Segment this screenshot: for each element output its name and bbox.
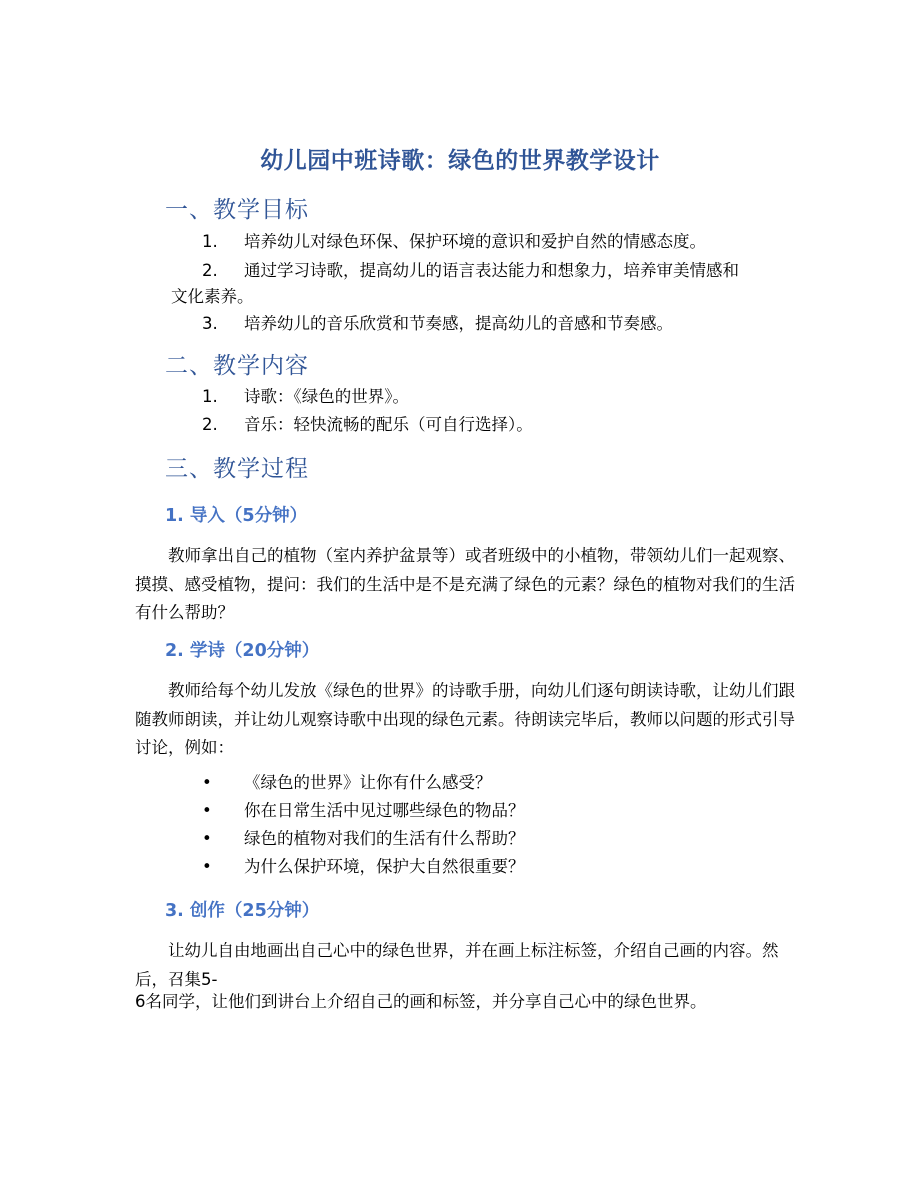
list-item [165, 412, 805, 438]
bullet-item [165, 798, 805, 824]
bullet-text: 你在日常生活中见过哪些绿色的物品？ [244, 801, 525, 820]
bullet-item [165, 770, 805, 796]
list-item-text: 音乐：轻快流畅的配乐（可自行选择）。 [244, 415, 533, 434]
step-paragraph: 教师给每个幼儿发放《绿色的世界》的诗歌手册，向幼儿们逐句朗读诗歌，让幼儿们跟随教师朗读，并让幼儿观察诗歌中出现的绿色元素。待朗读完毕后，教师以问题的形式引导讨论，例如： [135, 681, 795, 757]
bullet-text: 绿色的植物对我们的生活有什么帮助？ [244, 829, 525, 848]
step-heading-intro: 1. 导入（5分钟） [165, 506, 308, 526]
list-item-text: 诗歌：《绿色的世界》。 [244, 387, 409, 406]
list-item-text: 培养幼儿的音乐欣赏和节奏感，提高幼儿的音感和节奏感。 [244, 314, 673, 333]
list-number: 2. [202, 415, 218, 434]
bullet-glyph: • [202, 773, 212, 792]
bullet-glyph: • [202, 801, 212, 820]
list-number: 2. [202, 261, 218, 280]
bullet-text: 《绿色的世界》让你有什么感受？ [244, 773, 492, 792]
bullet-text: 为什么保护环境，保护大自然很重要？ [244, 857, 525, 876]
step-paragraph: 让幼儿自由地画出自己心中的绿色世界，并在画上标注标签，介绍自己画的内容。然后，召集5- [135, 941, 779, 989]
list-number: 3. [202, 314, 218, 333]
step-paragraph-continued: 6名同学，让他们到讲台上介绍自己的画和标签，并分享自己心中的绿色世界。 [135, 992, 707, 1011]
list-item-text: 通过学习诗歌，提高幼儿的语言表达能力和想象力，培养审美情感和 [244, 261, 739, 280]
step-heading-create: 3. 创作（25分钟） [165, 901, 320, 921]
bullet-item [165, 854, 805, 880]
section-heading-process: 三、教学过程 [165, 456, 309, 482]
step-heading-learn-poem: 2. 学诗（20分钟） [165, 641, 320, 661]
list-item [165, 311, 805, 337]
bullet-item [165, 826, 805, 852]
list-number: 1. [202, 387, 218, 406]
list-item [165, 384, 805, 410]
list-item-text-continued: 文化素养。 [171, 287, 254, 306]
document-title: 幼儿园中班诗歌：绿色的世界教学设计 [260, 148, 660, 174]
section-heading-objectives: 一、教学目标 [165, 197, 309, 223]
list-number: 1. [202, 232, 218, 251]
list-item-text: 培养幼儿对绿色环保、保护环境的意识和爱护自然的情感态度。 [244, 232, 706, 251]
bullet-glyph: • [202, 857, 212, 876]
list-item [165, 229, 805, 255]
section-heading-content: 二、教学内容 [165, 353, 309, 379]
bullet-glyph: • [202, 829, 212, 848]
step-paragraph: 教师拿出自己的植物（室内养护盆景等）或者班级中的小植物，带领幼儿们一起观察、摸摸、感受植物，提问：我们的生活中是不是充满了绿色的元素？绿色的植物对我们的生活有什么帮助？ [135, 546, 795, 622]
list-item [165, 258, 805, 310]
